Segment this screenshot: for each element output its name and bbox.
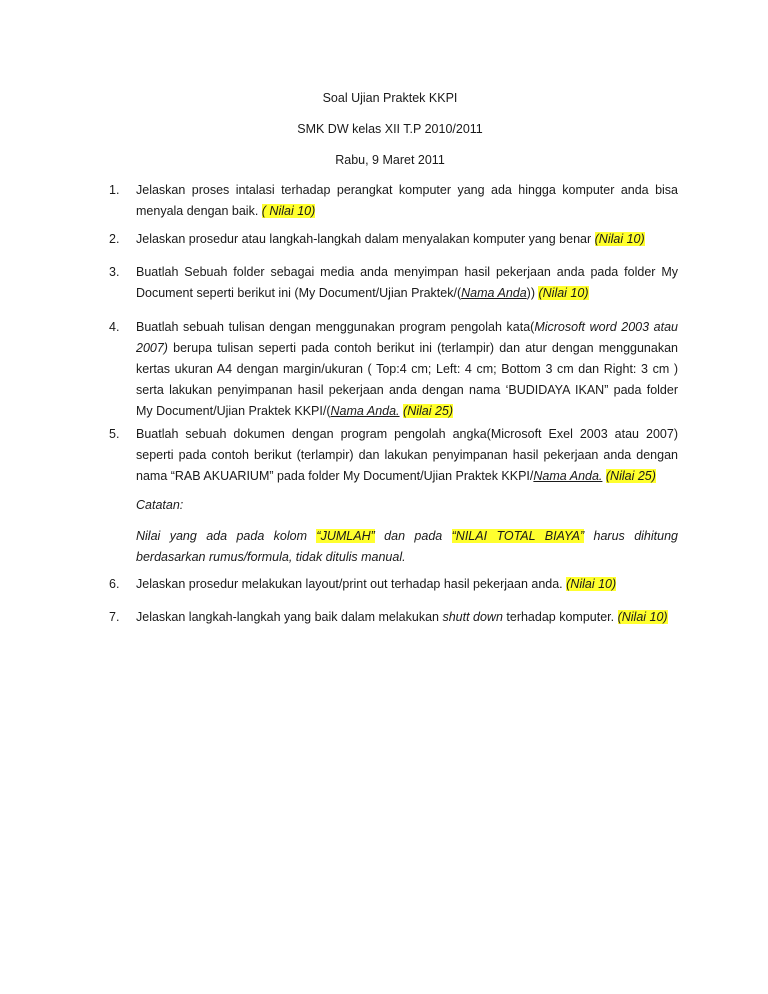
question-number: 7. bbox=[109, 610, 120, 624]
score-label: (Nilai 10) bbox=[617, 610, 668, 624]
date-line: Rabu, 9 Maret 2011 bbox=[335, 153, 445, 167]
note-text: Nilai yang ada pada kolom bbox=[136, 529, 317, 543]
note-title-block bbox=[112, 495, 678, 516]
score-label: (Nilai 25) bbox=[605, 469, 656, 483]
question-text-cont: berupa tulisan seperti pada contoh berikut ini (terlampir) dan atur dengan menggunakan kertas ukuran A4 dengan margin/ukuran ( Top:4 cm; Left: 4 cm; Bottom 3 cm dan Right: 3 cm ) serta lakukan penyimpanan hasil pekerjaan anda dengan nama ‘BUDIDAYA IKAN” pada folder My Document/Ujian Praktek KKPI/( bbox=[136, 341, 678, 418]
question-number: 3. bbox=[109, 265, 120, 279]
question-number: 1. bbox=[109, 183, 120, 197]
score-label: ( Nilai 10) bbox=[261, 204, 316, 218]
question-number: 2. bbox=[109, 232, 120, 246]
note-title: Catatan: bbox=[136, 498, 184, 512]
school-class-line: SMK DW kelas XII T.P 2010/2011 bbox=[297, 122, 483, 136]
note-block bbox=[112, 526, 678, 568]
score-label: (Nilai 10) bbox=[538, 286, 589, 300]
question-number: 5. bbox=[109, 427, 120, 441]
question-number: 6. bbox=[109, 577, 120, 591]
name-placeholder: Nama Anda. bbox=[533, 469, 603, 483]
score-label: (Nilai 25) bbox=[403, 404, 454, 418]
question-7 bbox=[109, 607, 678, 628]
question-text: Jelaskan langkah-langkah yang baik dalam melakukan bbox=[136, 610, 443, 624]
question-5 bbox=[109, 424, 678, 487]
question-text: Buatlah sebuah tulisan dengan menggunakan program pengolah kata( bbox=[136, 320, 535, 334]
question-3 bbox=[109, 262, 678, 304]
shutdown-term: shutt down bbox=[442, 610, 503, 624]
question-1 bbox=[109, 180, 678, 222]
software-name: Microsoft word 2003 atau 2007) bbox=[136, 320, 678, 355]
question-number: 4. bbox=[109, 320, 120, 334]
question-2 bbox=[109, 229, 678, 250]
question-text-cont: terhadap komputer. bbox=[502, 610, 618, 624]
question-text: Buatlah Sebuah folder sebagai media anda menyimpan hasil pekerjaan anda pada folder My Document seperti berikut ini (My Document/Ujian Praktek/( bbox=[136, 265, 678, 300]
question-text: Buatlah sebuah dokumen dengan program pengolah angka(Microsoft Exel 2003 atau 2007) seperti pada contoh berikut (terlampir) dan lakukan penyimpanan hasil pekerjaan anda dengan nama “RAB AKUARIUM” pada folder My Document/Ujian Praktek KKPI/ bbox=[136, 427, 678, 483]
document-title: Soal Ujian Praktek KKPI bbox=[322, 91, 458, 105]
note-text: dan pada bbox=[374, 529, 452, 543]
question-4 bbox=[109, 317, 678, 422]
highlight-total-biaya: “NILAI TOTAL BIAYA” bbox=[451, 529, 585, 543]
question-6 bbox=[109, 574, 678, 595]
question-text: Jelaskan prosedur melakukan layout/print out terhadap hasil pekerjaan anda. bbox=[136, 577, 567, 591]
highlight-jumlah: “JUMLAH” bbox=[316, 529, 375, 543]
question-text: Jelaskan proses intalasi terhadap perangkat komputer yang ada hingga komputer anda bisa menyala dengan baik. bbox=[136, 183, 678, 218]
question-text-end: )) bbox=[526, 286, 539, 300]
question-text: Jelaskan prosedur atau langkah-langkah dalam menyalakan komputer yang benar bbox=[136, 232, 595, 246]
name-placeholder: Nama Anda bbox=[461, 286, 527, 300]
note-text: harus dihitung berdasarkan rumus/formula, tidak ditulis manual. bbox=[136, 529, 678, 564]
score-label: (Nilai 10) bbox=[594, 232, 645, 246]
score-label: (Nilai 10) bbox=[566, 577, 617, 591]
name-placeholder: Nama Anda. bbox=[330, 404, 400, 418]
